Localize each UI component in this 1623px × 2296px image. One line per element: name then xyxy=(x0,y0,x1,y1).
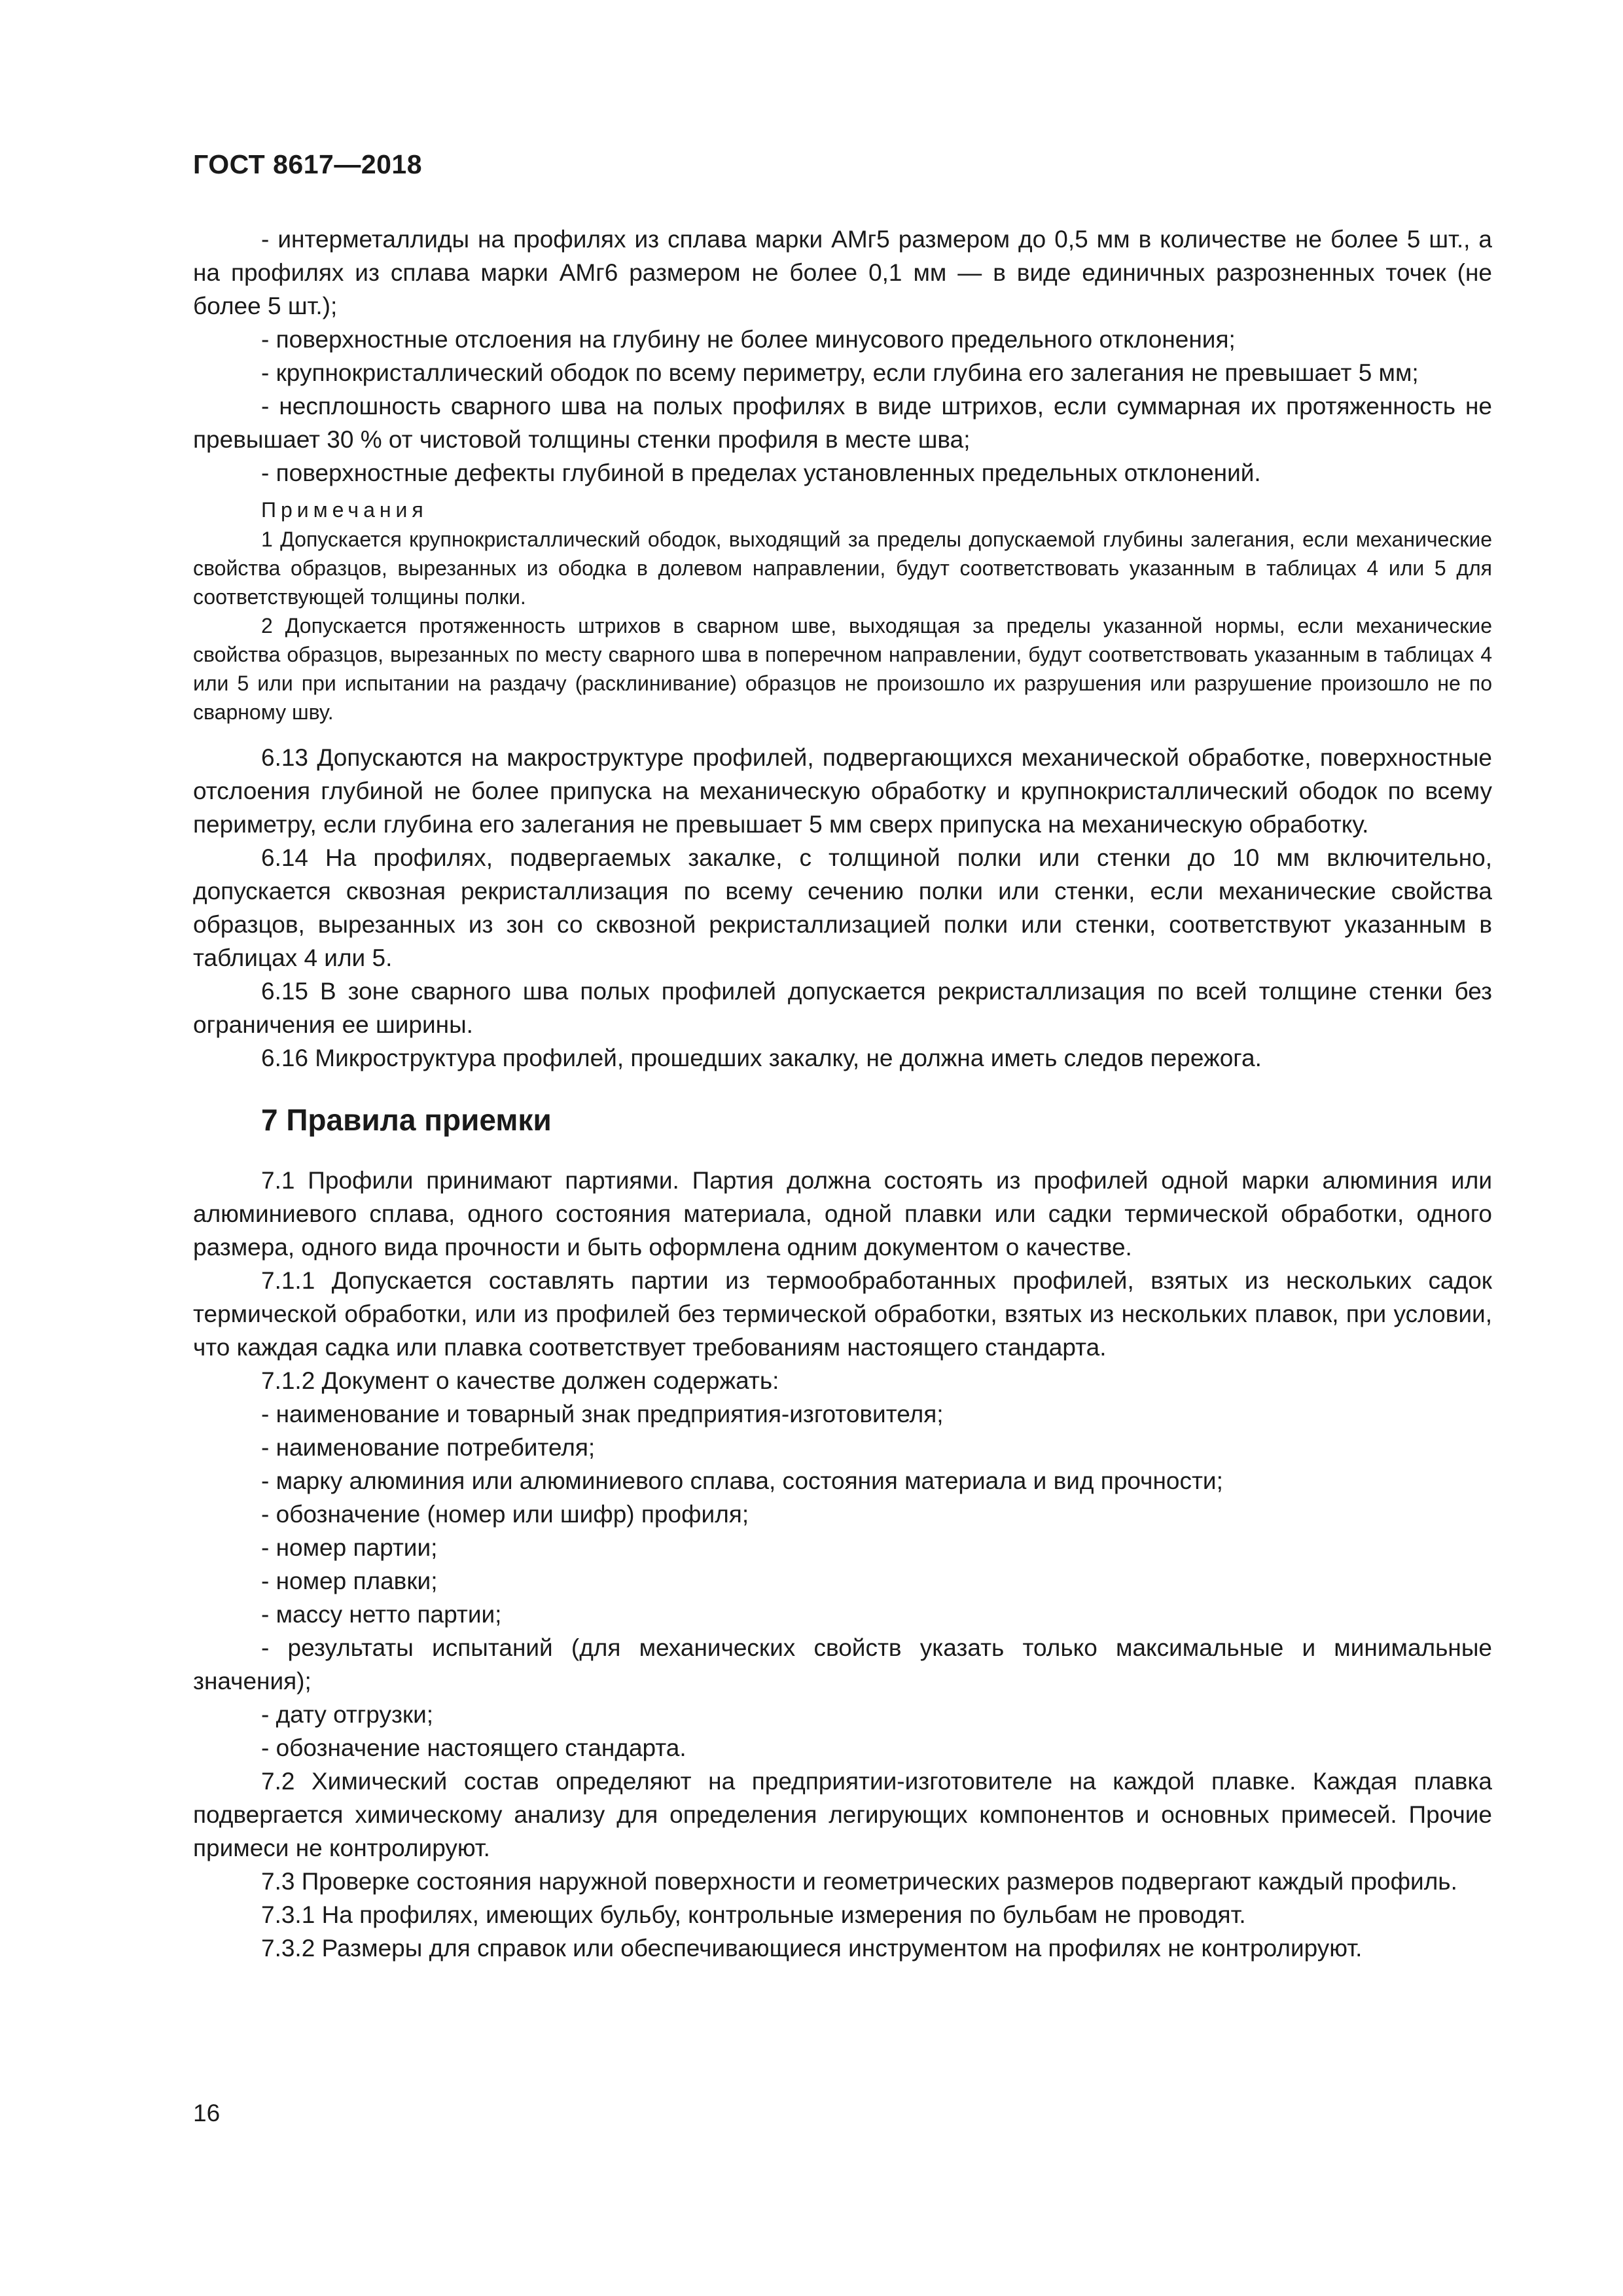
list-item: - обозначение настоящего стандарта. xyxy=(261,1734,687,1761)
document-header: ГОСТ 8617—2018 xyxy=(193,149,423,179)
document-body xyxy=(193,223,1492,1965)
page-number: 16 xyxy=(193,2100,221,2126)
clause-paragraph: 6.13 Допускаются на макроструктуре профилей, подвергающихся механической обработке, поверхностные отслоения глубиной не более припуска на механическую обработку и крупнокристаллический ободок по всему периметру, если глубина его залегания не превышает 5 мм сверх припуска на механическую обработку. xyxy=(193,744,1492,838)
list-item: - наименование потребителя; xyxy=(261,1434,596,1461)
defects-list xyxy=(193,223,1492,490)
clause-paragraph: 7.1.1 Допускается составлять партии из термообработанных профилей, взятых из нескольких садок термической обработки, или из профилей без термической обработки, взятых из нескольких плавок, при условии, что каждая садка или плавка соответствует требованиям настоящего стандарта. xyxy=(193,1267,1492,1361)
list-item: - обозначение (номер или шифр) профиля; xyxy=(261,1501,749,1528)
section-title: 7 Правила приемки xyxy=(261,1103,552,1137)
list-item: - результаты испытаний (для механических свойств указать только максимальные и минимальные значения); xyxy=(193,1634,1492,1695)
list-item: - интерметаллиды на профилях из сплава марки АМг5 размером до 0,5 мм в количестве не более 5 шт., а на профилях из сплава марки АМг6 размером не более 0,1 мм — в виде единичных разрозненных точек (не более 5 шт.); xyxy=(193,226,1492,319)
list-item: - номер партии; xyxy=(261,1534,438,1561)
clause-paragraph: 7.1 Профили принимают партиями. Партия должна состоять из профилей одной марки алюминия или алюминиевого сплава, одного состояния материала, одной плавки или садки термической обработки, одного размера, одного вида прочности и быть оформлена одним документом о качестве. xyxy=(193,1167,1492,1261)
list-item: - номер плавки; xyxy=(261,1568,438,1594)
clause-paragraph: 7.3.2 Размеры для справок или обеспечивающиеся инструментом на профилях не контролируют. xyxy=(261,1935,1363,1962)
clause-paragraph: 7.1.2 Документ о качестве должен содержать: xyxy=(261,1367,779,1394)
note-item: 1 Допускается крупнокристаллический ободок, выходящий за пределы допускаемой глубины залегания, если механические свойства образцов, вырезанных из ободка в долевом направлении, будут соответствовать указанным в таблицах 4 или 5 для соответствующей толщины полки. xyxy=(193,528,1492,609)
section-7-clauses xyxy=(193,1164,1492,1965)
list-item: - дату отгрузки; xyxy=(261,1701,434,1728)
list-item: - поверхностные отслоения на глубину не более минусового предельного отклонения; xyxy=(261,326,1236,353)
clause-paragraph: 7.3.1 На профилях, имеющих бульбу, контрольные измерения по бульбам не проводят. xyxy=(261,1901,1246,1928)
notes-title: Примечания xyxy=(261,498,428,522)
clause-paragraph: 6.15 В зоне сварного шва полых профилей допускается рекристаллизация по всей толщине стенки без ограничения ее ширины. xyxy=(193,978,1492,1038)
list-item: - марку алюминия или алюминиевого сплава, состояния материала и вид прочности; xyxy=(261,1467,1223,1494)
section-6-clauses xyxy=(193,741,1492,1075)
list-item: - поверхностные дефекты глубиной в пределах установленных предельных отклонений. xyxy=(261,459,1261,486)
list-item: - несплошность сварного шва на полых профилях в виде штрихов, если суммарная их протяженность не превышает 30 % от чистовой толщины стенки профиля в месте шва; xyxy=(193,393,1492,453)
clause-paragraph: 7.3 Проверке состояния наружной поверхности и геометрических размеров подвергают каждый профиль. xyxy=(261,1868,1457,1895)
list-item: - крупнокристаллический ободок по всему периметру, если глубина его залегания не превышает 5 мм; xyxy=(261,359,1419,386)
list-item: - массу нетто партии; xyxy=(261,1601,502,1628)
note-item: 2 Допускается протяженность штрихов в сварном шве, выходящая за пределы указанной нормы, если механические свойства образцов, вырезанных по месту сварного шва в поперечном направлении, будут соответствовать указанным в таблицах 4 или 5 или при испытании на раздачу (расклинивание) образцов не произошло их разрушения или разрушение произошло не по сварному шву. xyxy=(193,614,1492,724)
list-item: - наименование и товарный знак предприятия-изготовителя; xyxy=(261,1401,944,1427)
notes-block xyxy=(193,495,1492,726)
clause-paragraph: 6.14 На профилях, подвергаемых закалке, с толщиной полки или стенки до 10 мм включительно, допускается сквозная рекристаллизация по всему сечению полки или стенки, если механические свойства образцов, вырезанных из зон со сквозной рекристаллизацией полки или стенки, соответствуют указанным в таблицах 4 или 5. xyxy=(193,844,1492,971)
clause-paragraph: 7.2 Химический состав определяют на предприятии-изготовителе на каждой плавке. Каждая плавка подвергается химическому анализу для определения легирующих компонентов и основных примесей. Прочие примеси не контролируют. xyxy=(193,1768,1492,1861)
clause-paragraph: 6.16 Микроструктура профилей, прошедших закалку, не должна иметь следов пережога. xyxy=(261,1045,1262,1071)
